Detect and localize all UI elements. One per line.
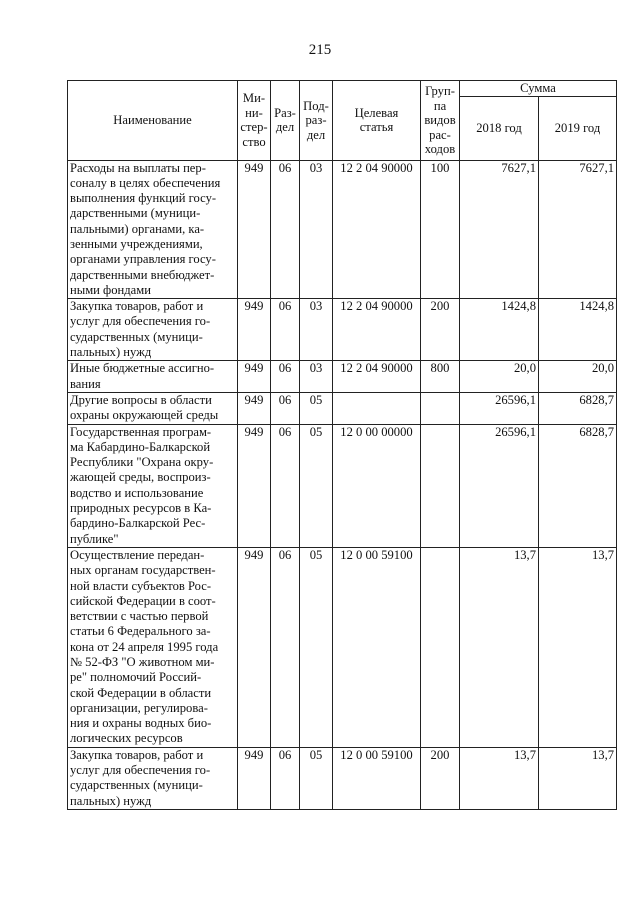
row-subsection: 03 [300,160,333,299]
row-sum-2019: 20,0 [539,361,617,393]
row-sum-2019: 6828,7 [539,424,617,547]
row-name: Государственная програм- ма Кабардино-Балкарской Республики "Охрана окру- жающей среды, воспроиз- водство и использование природных ресурсов в Ка- бардино-Балкарской Рес- публике" [68,424,238,547]
row-target: 12 2 04 90000 [333,160,421,299]
row-section: 06 [271,361,300,393]
page-number: 215 [308,42,332,58]
header-year-2018: 2018 год [460,96,539,160]
row-ministry: 949 [238,160,271,299]
row-name: Закупка товаров, работ и услуг для обеспечения го- сударственных (муници- пальных) нужд [68,747,238,809]
row-sum-2019: 13,7 [539,747,617,809]
row-subsection: 05 [300,747,333,809]
table-row [68,299,617,361]
row-name: Осуществление передан- ных органам государствен- ной власти субъектов Рос- сийской Федерации в соот- ветствии с частью первой статьи 6 Федерального за- кона от 24 апреля 1995 года № 52-ФЗ "О животном ми- ре" полномочий Россий- ской Федерации в области организации, регулирова- ния и охраны водных био- логических ресурсов [68,547,238,747]
row-sum-2018: 13,7 [460,547,539,747]
table-row [68,361,617,393]
row-name: Закупка товаров, работ и услуг для обеспечения го- сударственных (муници- пальных) нужд [68,299,238,361]
row-group [421,424,460,547]
row-group: 800 [421,361,460,393]
header-expense-group: Груп- па видов рас- ходов [421,81,460,161]
row-sum-2018: 26596,1 [460,392,539,424]
row-section: 06 [271,160,300,299]
header-ministry: Ми- ни- стер- ство [238,81,271,161]
table-row [68,547,617,747]
row-section: 06 [271,299,300,361]
row-group: 100 [421,160,460,299]
row-section: 06 [271,747,300,809]
row-subsection: 03 [300,299,333,361]
row-subsection: 05 [300,547,333,747]
table-row [68,424,617,547]
row-subsection: 05 [300,392,333,424]
row-target: 12 2 04 90000 [333,361,421,393]
row-subsection: 03 [300,361,333,393]
header-subsection: Под- раз- дел [300,81,333,161]
row-ministry: 949 [238,424,271,547]
row-name: Расходы на выплаты пер- соналу в целях обеспечения выполнения функций госу- дарственными (муници- пальными) органами, ка- зенными учреждениями, органами управления госу- дарственными внебюджет- ными фондами [68,160,238,299]
row-name: Другие вопросы в области охраны окружающей среды [68,392,238,424]
header-target-article: Целевая статья [333,81,421,161]
table-row [68,747,617,809]
row-sum-2019: 13,7 [539,547,617,747]
row-target: 12 2 04 90000 [333,299,421,361]
row-sum-2018: 26596,1 [460,424,539,547]
table-row [68,160,617,299]
row-sum-2018: 20,0 [460,361,539,393]
header-section: Раз- дел [271,81,300,161]
row-section: 06 [271,392,300,424]
budget-table [67,80,617,810]
row-target: 12 0 00 59100 [333,547,421,747]
table-row [68,392,617,424]
row-name: Иные бюджетные ассигно- вания [68,361,238,393]
row-target: 12 0 00 59100 [333,747,421,809]
header-sum: Сумма [460,81,617,97]
row-subsection: 05 [300,424,333,547]
row-sum-2018: 7627,1 [460,160,539,299]
row-sum-2018: 13,7 [460,747,539,809]
row-sum-2018: 1424,8 [460,299,539,361]
header-year-2019: 2019 год [539,96,617,160]
row-target: 12 0 00 00000 [333,424,421,547]
row-target [333,392,421,424]
header-name: Наименование [68,81,238,161]
row-ministry: 949 [238,747,271,809]
row-group [421,547,460,747]
row-sum-2019: 7627,1 [539,160,617,299]
row-group: 200 [421,299,460,361]
row-ministry: 949 [238,299,271,361]
row-sum-2019: 6828,7 [539,392,617,424]
row-section: 06 [271,424,300,547]
row-section: 06 [271,547,300,747]
row-group: 200 [421,747,460,809]
row-sum-2019: 1424,8 [539,299,617,361]
row-ministry: 949 [238,392,271,424]
row-ministry: 949 [238,361,271,393]
row-ministry: 949 [238,547,271,747]
row-group [421,392,460,424]
